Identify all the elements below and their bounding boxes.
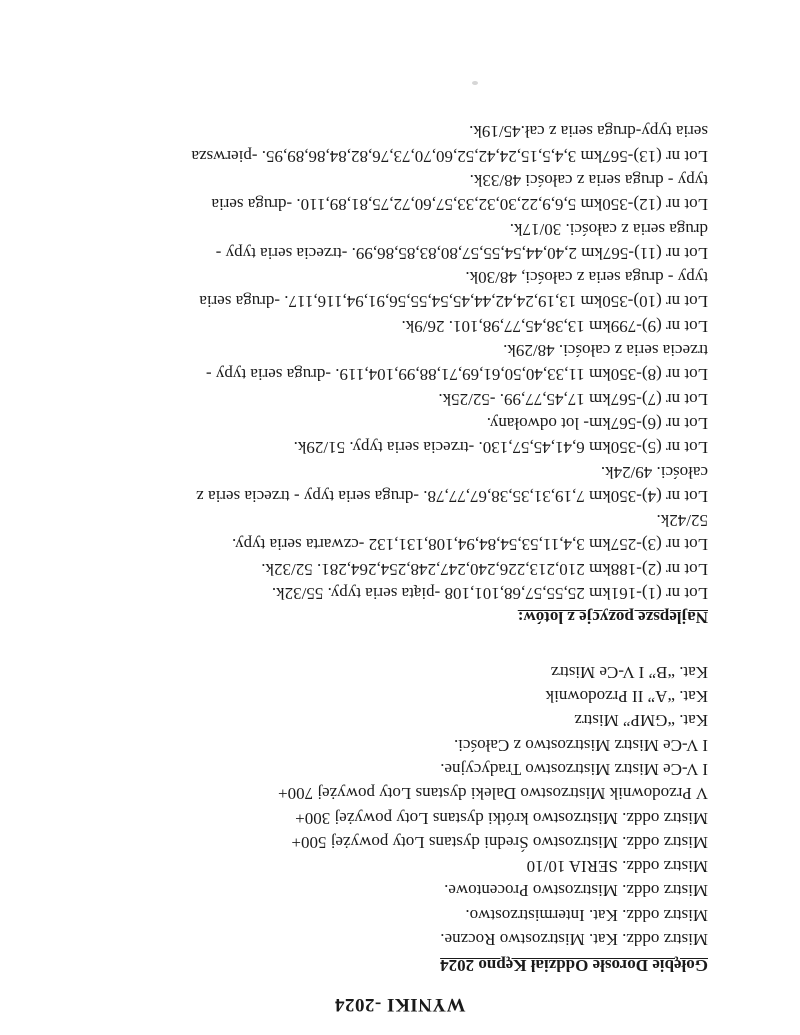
- section-heading: Gołębie Dorosłe Oddział Kępno 2024: [440, 956, 708, 975]
- title-line: Kat. “A” II Przodownik: [545, 687, 708, 707]
- flight-line: całości. 49/24k.: [600, 462, 708, 482]
- flight-line: Lot nr (3)-257km 3,4,11,53,54,84,94,108,131,132 -czwarta seria typy.: [231, 535, 708, 555]
- flight-line: Lot nr (13)-567km 3,4,5,15,24,42,52,60,70,73,76,82,84,86,89,95. -pierwsza: [191, 146, 708, 166]
- flight-line: 52/42k.: [656, 511, 708, 531]
- title-line: V Przodownik Mistrzostwo Daleki dystans Loty powyżej 700+: [278, 784, 708, 804]
- flights-heading: Najlepsze pozycje z lotów:: [517, 608, 708, 627]
- flight-line: Lot nr (9)-799km 13,38,45,77,98,101. 26/9k.: [401, 316, 708, 336]
- flight-line: Lot nr (6)-567km- lot odwołany.: [486, 413, 708, 433]
- flight-line: Lot nr (8)-350km 11,33,40,50,61,69,71,88,99,104,119. -druga seria typy -: [205, 365, 708, 385]
- flight-line: Lot nr (1)-161km 25,55,57,68,101,108 -piąta seria typy. 55/32k.: [271, 584, 708, 603]
- title-line: Kat. “GMP” Mistrz: [574, 711, 708, 731]
- title-line: Kat. “B” I V-Ce Mistrz: [550, 662, 708, 682]
- page-title: WYNIKI -2024: [334, 994, 466, 1015]
- flight-line: druga seria z całości. 30/17k.: [509, 219, 708, 239]
- flight-line: Lot nr (11)-567km 2,40,44,54,55,57,80,83,85,86,99. -trzecia seria typy -: [215, 243, 708, 263]
- title-line: Mistrz oddz. Kat. Mistrzostwo Roczne.: [440, 930, 708, 949]
- flight-line: Lot nr (12)-350km 5,6,9,22,30,32,33,57,60,72,75,81,89,110. -druga seria: [211, 195, 708, 215]
- flight-line: Lot nr (7)-567km 17,45,77,99. -52/25k.: [438, 389, 708, 409]
- flight-line: seria typy-druga seria z cał.45/19k.: [469, 122, 708, 142]
- title-line: Mistrz oddz. Mistrzostwo krótki dystans Loty powyżej 300+: [295, 808, 708, 828]
- flight-line: typy - druga seria z całości, 48/30k.: [465, 268, 708, 288]
- flight-line: Lot nr (4)-350km 7,19,31,35,38,67,77,78. -druga seria typy - trzecia seria z: [196, 486, 708, 506]
- scan-speck: [472, 81, 478, 85]
- flights-list: [18, 119, 708, 605]
- flight-line: Lot nr (10)-350km 13,19,24,42,44,45,54,55,56,91,94,116,117. -druga seria: [199, 292, 708, 312]
- titles-list: [18, 659, 708, 951]
- title-line: Mistrz oddz. SERIA 10/10: [526, 857, 708, 877]
- title-line: I V-Ce Mistrz Mistrzostwo z Całości.: [453, 735, 708, 755]
- title-line: Mistrz oddz. Mistrzostwo Średni dystans Loty powyżej 500+: [291, 832, 708, 852]
- title-line: I V-Ce Mistrz Mistrzostwo Tradycyjne.: [440, 759, 708, 779]
- title-line: Mistrz oddz. Kat. Intermistrzostwo.: [465, 905, 708, 925]
- flight-line: trzecia seria z całości. 48/29k.: [503, 341, 708, 361]
- flight-line: Lot nr (2)-188km 210,213,226,240,247,248,254,264,281. 52/32k.: [261, 559, 708, 579]
- flight-line: Lot nr (5)-350km 6,41,45,57,130. -trzecia seria typy. 51/29k.: [293, 438, 708, 458]
- flight-line: typy - druga seria z całości 48/33k.: [469, 170, 708, 190]
- title-line: Mistrz oddz. Mistrzostwo Procentowe.: [444, 881, 708, 901]
